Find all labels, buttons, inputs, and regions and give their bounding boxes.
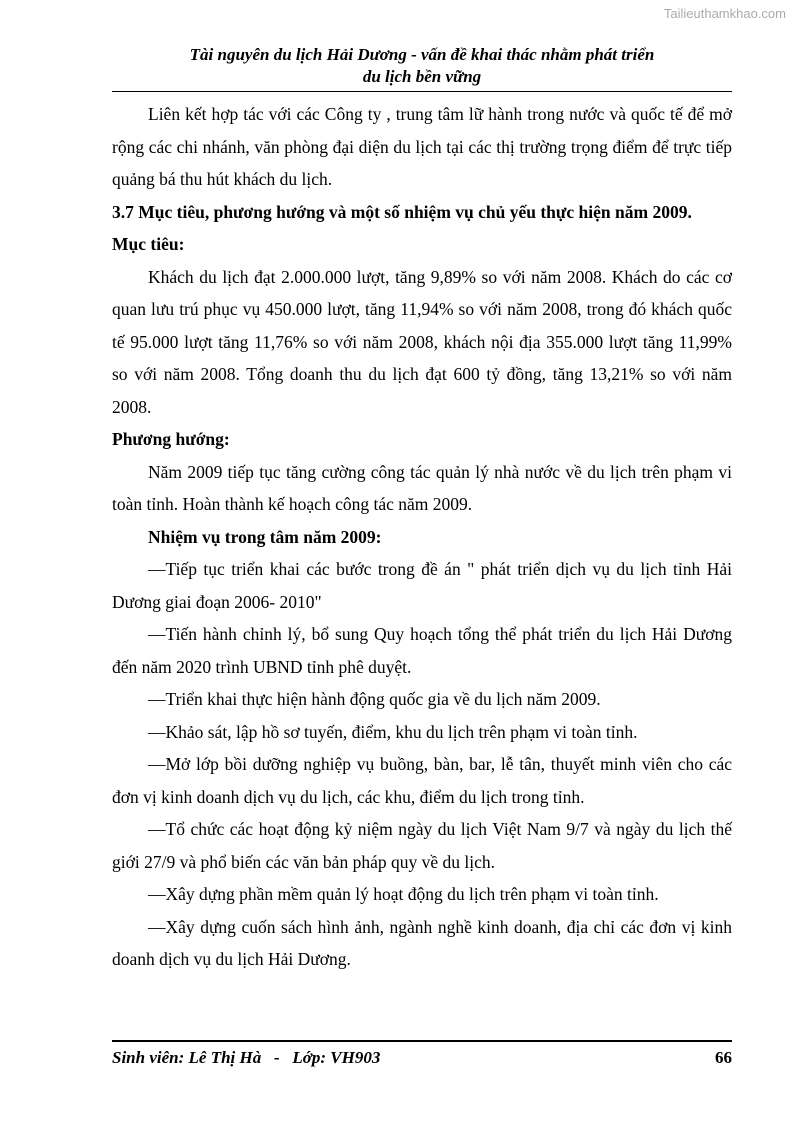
bullet-item-2: —Tiến hành chỉnh lý, bổ sung Quy hoạch tổng thể phát triển du lịch Hải Dương đến năm 2020 trình UBND tỉnh phê duyệt.: [112, 624, 732, 677]
paragraph-intro: Liên kết hợp tác với các Công ty , trung tâm lữ hành trong nước và quốc tế để mở rộng các chi nhánh, văn phòng đại diện du lịch tại các thị trường trọng điểm để trực tiếp quảng bá thu hút khách du lịch.: [112, 104, 732, 189]
bullet-item-5: —Mở lớp bồi dưỡng nghiệp vụ buồng, bàn, bar, lễ tân, thuyết minh viên cho các đơn vị kinh doanh dịch vụ du lịch, các khu, điểm du lịch trong tỉnh.: [112, 754, 732, 807]
bullet-item-8: —Xây dựng cuốn sách hình ảnh, ngành nghề kinh doanh, địa chỉ các đơn vị kinh doanh dịch vụ du lịch Hải Dương.: [112, 916, 732, 969]
subheading-nhiem-vu: Nhiệm vụ trong tâm năm 2009:: [148, 526, 382, 547]
header-title-line1: Tài nguyên du lịch Hải Dương - vấn đề khai thác nhằm phát triển: [189, 45, 655, 64]
page-header: [112, 44, 732, 92]
bullet-item-4: —Khảo sát, lập hồ sơ tuyến, điểm, khu du lịch trên phạm vi toàn tỉnh.: [148, 721, 638, 742]
document-body: [112, 98, 732, 976]
site-watermark: Tailieuthamkhao.com: [663, 6, 786, 21]
section-heading-3-7: 3.7 Mục tiêu, phương hướng và một số nhiệm vụ chủ yếu thực hiện năm 2009.: [112, 201, 692, 222]
page-footer: [112, 1040, 732, 1068]
page-number: 66: [715, 1048, 732, 1067]
header-title-line2: du lịch bền vững: [362, 67, 482, 86]
bullet-item-6: —Tổ chức các hoạt động kỷ niệm ngày du lịch Việt Nam 9/7 và ngày du lịch thế giới 27/9 và phổ biến các văn bản pháp quy về du lịch.: [112, 819, 732, 872]
subheading-muc-tieu: Mục tiêu:: [112, 234, 185, 254]
paragraph-targets: Khách du lịch đạt 2.000.000 lượt, tăng 9,89% so với năm 2008. Khách do các cơ quan lưu trú phục vụ 450.000 lượt, tăng 11,94% so với năm 2008, trong đó khách quốc tế 95.000 lượt tăng 11,76% so với năm 2008, khách nội địa 355.000 lượt tăng 11,99% so với năm 2008. Tổng doanh thu du lịch đạt 600 tỷ đồng, tăng 13,21% so với năm 2008.: [112, 266, 732, 417]
bullet-item-3: —Triển khai thực hiện hành động quốc gia về du lịch năm 2009.: [148, 689, 601, 709]
footer-author: Sinh viên: Lê Thị Hà - Lớp: VH903: [112, 1048, 381, 1067]
paragraph-direction: Năm 2009 tiếp tục tăng cường công tác quản lý nhà nước về du lịch trên phạm vi toàn tỉnh. Hoàn thành kế hoạch công tác năm 2009.: [112, 461, 732, 514]
bullet-item-7: —Xây dựng phần mềm quản lý hoạt động du lịch trên phạm vi toàn tỉnh.: [148, 884, 659, 904]
subheading-phuong-huong: Phương hướng:: [112, 429, 230, 449]
bullet-item-1: —Tiếp tục triển khai các bước trong đề án " phát triển dịch vụ du lịch tỉnh Hải Dương giai đoạn 2006- 2010": [112, 559, 732, 612]
